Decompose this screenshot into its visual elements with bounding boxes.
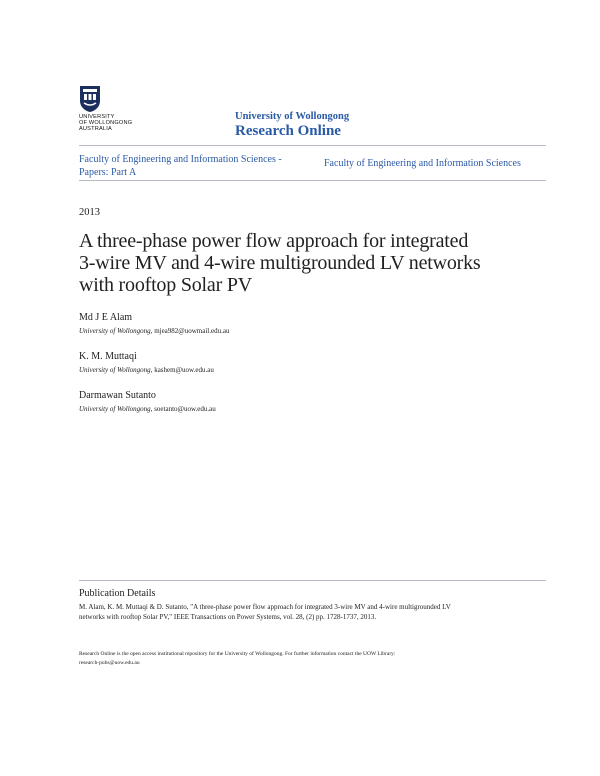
author-name: K. M. Muttaqi [79,351,137,362]
bottom-divider [79,180,546,181]
top-divider [79,145,546,146]
paper-title: A three-phase power flow approach for integrated 3-wire MV and 4-wire multigrounded LV networks with rooftop Solar PV [79,230,481,296]
uow-crest-icon [79,85,101,113]
department-link[interactable]: Faculty of Engineering and Information Sciences [324,158,521,169]
publication-details-text: M. Alam, K. M. Muttaqi & D. Sutanto, "A three-phase power flow approach for integrated 3-wire MV and 4-wire multigrounded LV networks with rooftop Solar PV," IEEE Transactions on Power Systems, vol. 28, (2) pp. 1728-1737, 2013. [79,603,451,621]
author-affiliation: University of Wollongong, kashem@uow.edu.au [79,366,214,374]
repository-footer: Research Online is the open access institutional repository for the University of Wollongong. For further information contact the UOW Library: research-pubs@uow.edu.au [79,651,396,666]
institution-link[interactable]: University of Wollongong [235,111,350,122]
pub-divider [79,580,546,581]
uow-logo [79,85,149,137]
repository-link[interactable]: Research Online [235,123,341,139]
author-affiliation: University of Wollongong, soetanto@uow.edu.au [79,405,216,413]
publication-details-heading: Publication Details [79,588,156,599]
publication-year: 2013 [79,207,100,218]
logo-wordmark: UNIVERSITY OF WOLLONGONG AUSTRALIA [79,114,133,132]
author-affiliation: University of Wollongong, mjea982@uowmail.edu.au [79,327,230,335]
author-name: Darmawan Sutanto [79,390,156,401]
author-name: Md J E Alam [79,312,133,323]
series-link[interactable]: Faculty of Engineering and Information Sciences - Papers: Part A [79,154,282,178]
